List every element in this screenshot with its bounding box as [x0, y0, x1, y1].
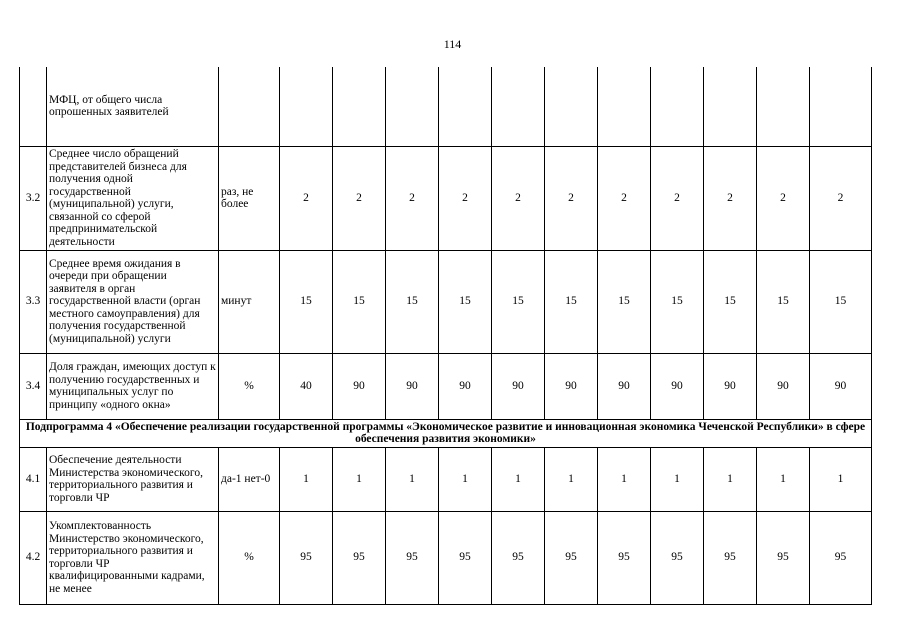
row-number: 4.2 — [20, 511, 47, 604]
value-cell: 15 — [439, 250, 492, 353]
value-cell: 95 — [439, 511, 492, 604]
value-cell — [757, 67, 810, 146]
subprogram-header-row — [20, 419, 872, 447]
value-cell: 40 — [280, 353, 333, 419]
value-cell: 95 — [492, 511, 545, 604]
value-cell: 15 — [545, 250, 598, 353]
value-cell: 1 — [280, 447, 333, 511]
unit-cell: % — [219, 511, 280, 604]
value-cell: 2 — [598, 146, 651, 250]
value-cell: 1 — [333, 447, 386, 511]
value-cell: 95 — [333, 511, 386, 604]
table-row — [20, 353, 872, 419]
indicator-name: МФЦ, от общего числа опрошенных заявителей — [47, 67, 219, 146]
table-row — [20, 67, 872, 146]
indicator-name: Обеспечение деятельности Министерства экономического, территориального развития и торговли ЧР — [47, 447, 219, 511]
value-cell: 90 — [598, 353, 651, 419]
value-cell: 15 — [280, 250, 333, 353]
value-cell: 95 — [757, 511, 810, 604]
value-cell: 2 — [439, 146, 492, 250]
value-cell — [651, 67, 704, 146]
table-row — [20, 250, 872, 353]
value-cell: 2 — [333, 146, 386, 250]
value-cell: 90 — [651, 353, 704, 419]
value-cell — [598, 67, 651, 146]
indicators-table — [19, 67, 872, 605]
value-cell: 90 — [439, 353, 492, 419]
value-cell: 90 — [757, 353, 810, 419]
unit-cell: % — [219, 353, 280, 419]
value-cell: 2 — [810, 146, 872, 250]
value-cell — [386, 67, 439, 146]
value-cell: 15 — [704, 250, 757, 353]
table-row — [20, 511, 872, 604]
value-cell: 15 — [757, 250, 810, 353]
value-cell: 1 — [651, 447, 704, 511]
value-cell: 1 — [439, 447, 492, 511]
subprogram-header: Подпрограмма 4 «Обеспечение реализации государственной программы «Экономическое развитие и инновационная экономика Чеченской Республики» в сфере обеспечения развития экономики» — [20, 419, 872, 447]
value-cell: 95 — [280, 511, 333, 604]
value-cell: 1 — [757, 447, 810, 511]
value-cell: 90 — [333, 353, 386, 419]
value-cell: 2 — [280, 146, 333, 250]
value-cell: 95 — [810, 511, 872, 604]
unit-cell: минут — [219, 250, 280, 353]
value-cell: 2 — [545, 146, 598, 250]
page-number: 114 — [443, 37, 462, 51]
value-cell: 95 — [386, 511, 439, 604]
indicator-name: Доля граждан, имеющих доступ к получению государственных и муниципальных услуг по принципу «одного окна» — [47, 353, 219, 419]
value-cell: 1 — [545, 447, 598, 511]
value-cell — [704, 67, 757, 146]
value-cell: 1 — [598, 447, 651, 511]
value-cell: 15 — [333, 250, 386, 353]
value-cell: 2 — [651, 146, 704, 250]
value-cell — [280, 67, 333, 146]
unit-cell: да-1 нет-0 — [219, 447, 280, 511]
value-cell: 15 — [651, 250, 704, 353]
value-cell: 95 — [545, 511, 598, 604]
value-cell: 95 — [651, 511, 704, 604]
row-number: 3.3 — [20, 250, 47, 353]
value-cell: 1 — [386, 447, 439, 511]
value-cell: 90 — [545, 353, 598, 419]
value-cell: 90 — [704, 353, 757, 419]
unit-cell — [219, 67, 280, 146]
row-number: 3.2 — [20, 146, 47, 250]
value-cell: 15 — [492, 250, 545, 353]
value-cell: 1 — [810, 447, 872, 511]
value-cell: 1 — [704, 447, 757, 511]
table-row — [20, 146, 872, 250]
indicator-name: Укомплектованность Министерство экономического, территориального развития и торговли ЧР квалифицированными кадрами, не менее — [47, 511, 219, 604]
value-cell: 15 — [598, 250, 651, 353]
value-cell: 90 — [386, 353, 439, 419]
row-number: 3.4 — [20, 353, 47, 419]
value-cell — [333, 67, 386, 146]
value-cell — [492, 67, 545, 146]
table-body-after — [20, 447, 872, 604]
subprogram-section — [20, 419, 872, 447]
value-cell: 95 — [598, 511, 651, 604]
value-cell — [810, 67, 872, 146]
table-row — [20, 447, 872, 511]
value-cell: 1 — [492, 447, 545, 511]
row-number — [20, 67, 47, 146]
unit-cell: раз, не более — [219, 146, 280, 250]
value-cell — [439, 67, 492, 146]
value-cell: 2 — [704, 146, 757, 250]
value-cell: 2 — [757, 146, 810, 250]
table-body-before — [20, 67, 872, 419]
value-cell: 95 — [704, 511, 757, 604]
value-cell: 90 — [492, 353, 545, 419]
value-cell: 2 — [492, 146, 545, 250]
value-cell: 2 — [386, 146, 439, 250]
indicator-name: Среднее время ожидания в очереди при обращении заявителя в орган государственной власти (орган местного самоуправления) для получения государственной (муниципальной) услуги — [47, 250, 219, 353]
row-number: 4.1 — [20, 447, 47, 511]
value-cell — [545, 67, 598, 146]
value-cell: 90 — [810, 353, 872, 419]
indicator-name: Среднее число обращений представителей бизнеса для получения одной государственной (муниципальной) услуги, связанной со сферой предпринимательской деятельности — [47, 146, 219, 250]
value-cell: 15 — [386, 250, 439, 353]
value-cell: 15 — [810, 250, 872, 353]
